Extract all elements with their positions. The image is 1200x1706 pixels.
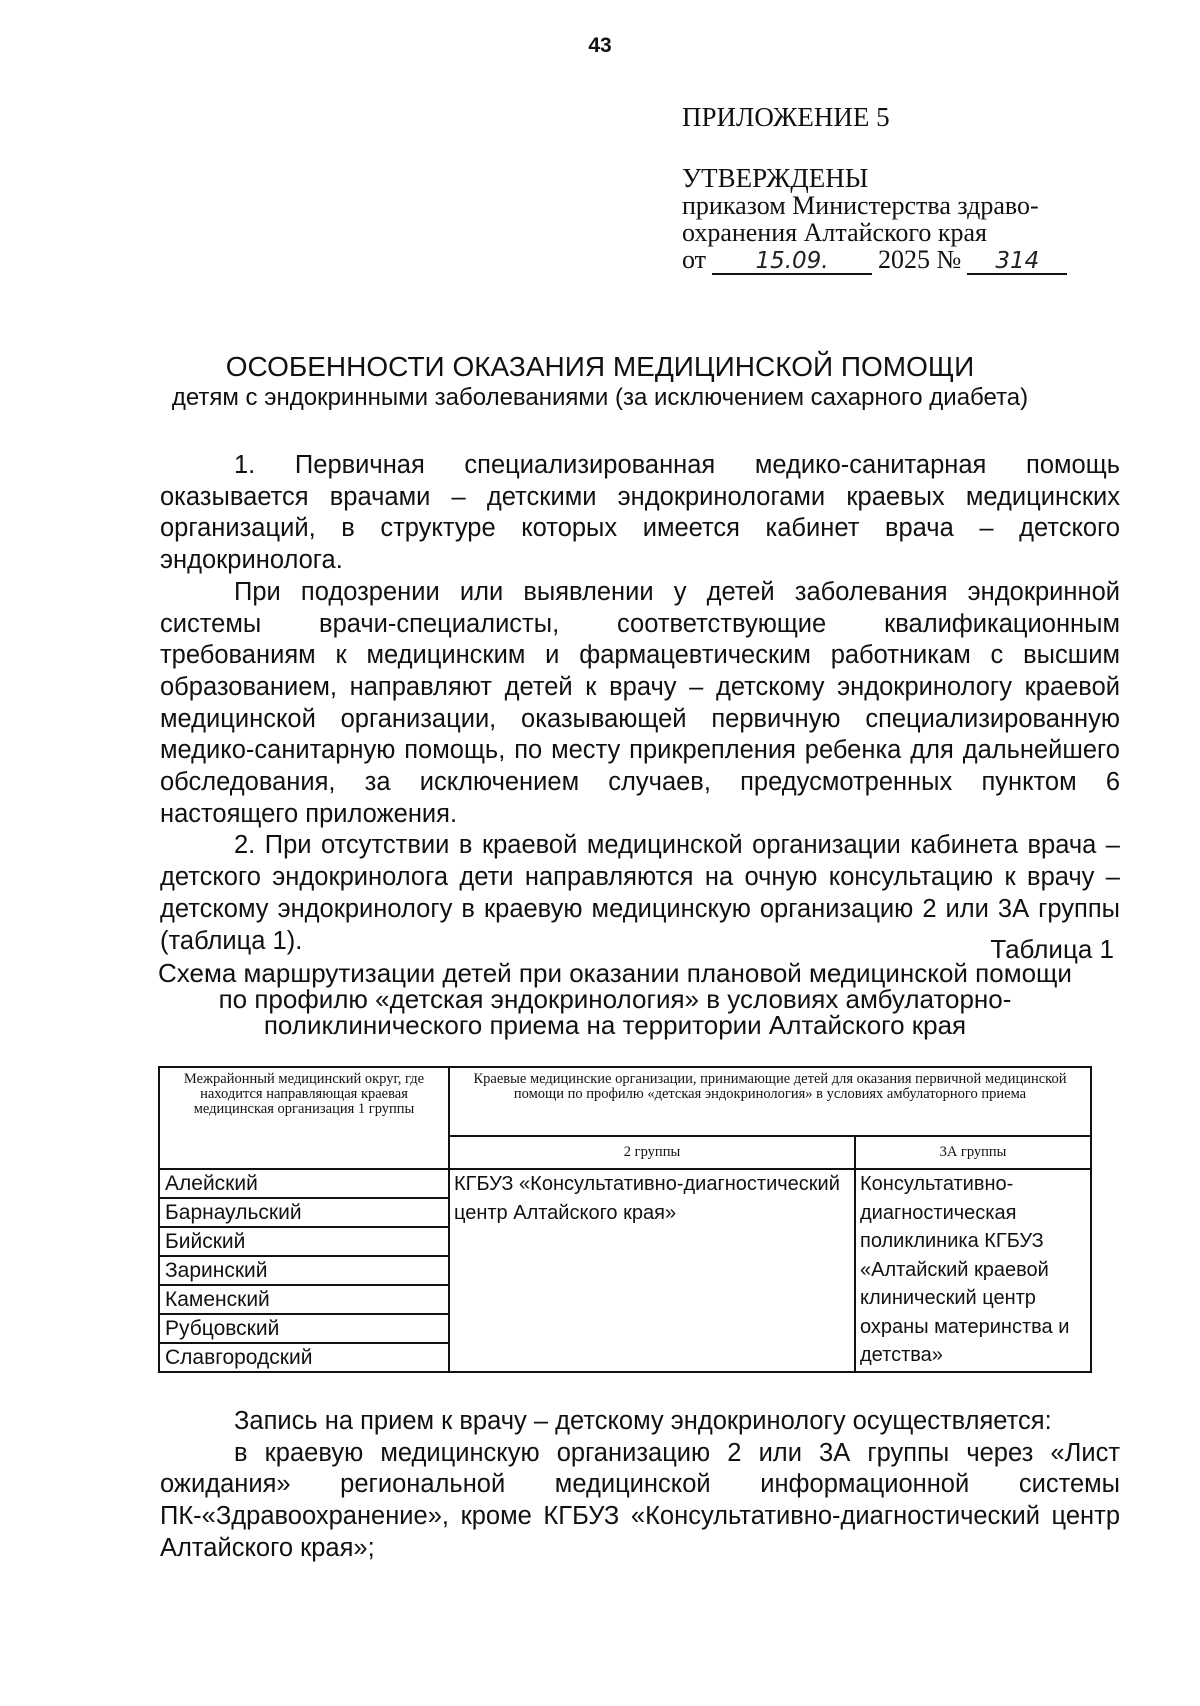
approved-label: УТВЕРЖДЕНЫ <box>682 163 869 193</box>
order-year: 2025 № <box>878 245 962 274</box>
district-row: Каменский <box>160 1286 448 1315</box>
header-organizations: Краевые медицинские организации, принимающие детей для оказания первичной медицинской помощи по профилю «детская эндокринология» в условиях амбулаторного приема <box>449 1067 1091 1136</box>
org-group-2-cell: КГБУЗ «Консультативно-диагностический центр Алтайского края» <box>449 1169 855 1372</box>
paragraph: 1. Первичная специализированная медико-санитарная помощь оказывается врачами – детскими эндокринологами краевых медицинских организаций, в структуре которых имеется кабинет врача – детского эндокринолога. <box>160 451 1120 575</box>
district-row: Барнаульский <box>160 1199 448 1228</box>
date-prefix: от <box>682 245 707 274</box>
approval-date-line <box>682 246 1102 275</box>
district-row: Бийский <box>160 1228 448 1257</box>
org-group-3a-cell: Консультативно-диагностическая поликлиника КГБУЗ «Алтайский краевой клинический центр охраны материнства и детства» <box>855 1169 1091 1372</box>
body-section-bottom <box>160 1406 1120 1565</box>
body-section-top <box>160 450 1120 957</box>
annex-label: ПРИЛОЖЕНИЕ 5 <box>682 102 890 132</box>
paragraph: в краевую медицинскую организацию 2 или 3А группы через «Лист ожидания» региональной медицинской информационной системы ПК-«Здравоохранение», кроме КГБУЗ «Консультативно-диагностический центр Алтайского края»; <box>160 1438 1120 1562</box>
handwritten-date: 15.09. <box>712 249 872 275</box>
paragraph: 2. При отсутствии в краевой медицинской организации кабинета врача – детского эндокринолога дети направляются на очную консультацию к врачу – детскому эндокринологу в краевую медицинскую организацию 2 или 3А группы (таблица 1). <box>160 831 1120 955</box>
district-row: Славгородский <box>165 1346 313 1369</box>
districts-cell <box>159 1169 449 1372</box>
paragraph: При подозрении или выявлении у детей заболевания эндокринной системы врачи-специалисты, соответствующие квалификационным требованиям к медицинским и фармацевтическим работникам с высшим образованием, направляют детей к врачу – детскому эндокринологу краевой медицинской организации, оказывающей первичную специализированную медико-санитарную помощь, по месту прикрепления ребенка для дальнейшего обследования, за исключением случаев, предусмотренных пунктом 6 настоящего приложения. <box>160 577 1120 828</box>
document-title: ОСОБЕННОСТИ ОКАЗАНИЯ МЕДИЦИНСКОЙ ПОМОЩИ <box>225 351 975 382</box>
district-row: Рубцовский <box>160 1315 448 1344</box>
district-row: Заринский <box>160 1257 448 1286</box>
header-group-2: 2 группы <box>449 1136 855 1169</box>
approval-line-2: охранения Алтайского края <box>682 218 988 247</box>
document-subtitle: детям с эндокринными заболеваниями (за исключением сахарного диабета) <box>171 384 1029 411</box>
approval-block <box>682 104 1102 275</box>
district-row: Алейский <box>160 1170 448 1199</box>
header-group-3a: 3А группы <box>855 1136 1091 1169</box>
table-label: Таблица 1 <box>990 934 1114 964</box>
paragraph: Запись на прием к врачу – детскому эндокринологу осуществляется: <box>234 1407 1052 1435</box>
handwritten-order-number: 314 <box>967 249 1067 275</box>
approval-line-1: приказом Министерства здраво- <box>682 191 1039 220</box>
table-title: Схема маршрутизации детей при оказании плановой медицинской помощи по профилю «детская эндокринология» в условиях амбулаторно-поликлинического приема на территории Алтайского края <box>158 958 1072 1040</box>
page-number: 43 <box>588 34 612 57</box>
header-district: Межрайонный медицинский округ, где находится направляющая краевая медицинская организация 1 группы <box>159 1067 449 1169</box>
routing-table <box>158 1066 1092 1373</box>
